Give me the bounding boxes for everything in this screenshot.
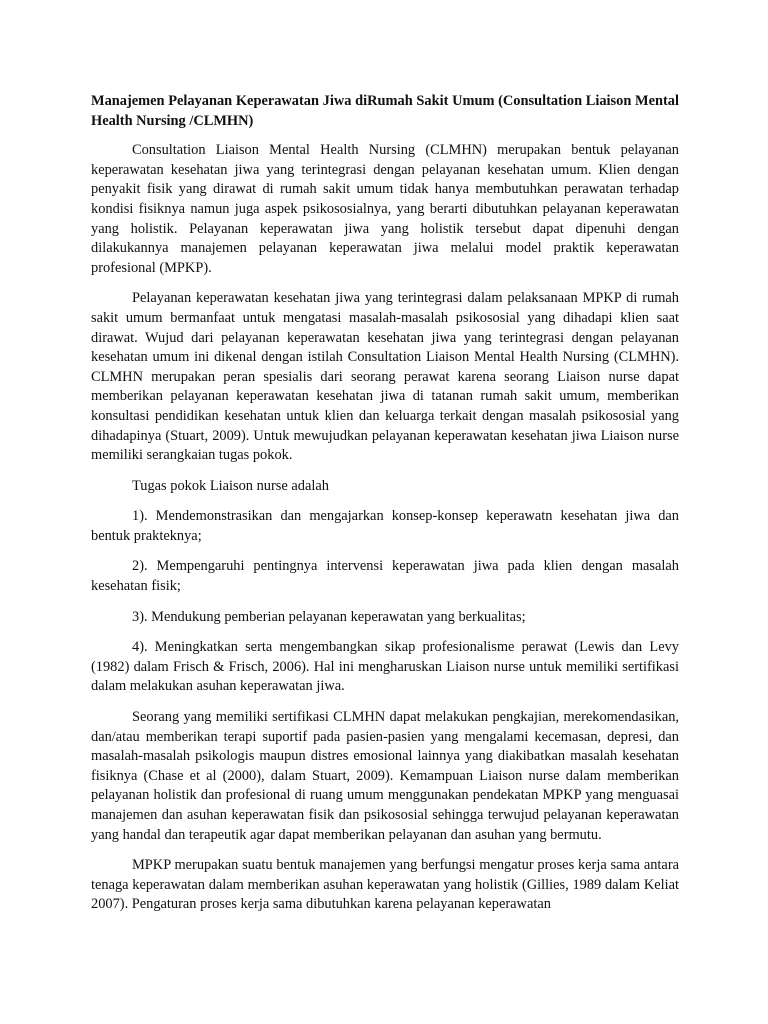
duty-item-1: 1). Mendemonstrasikan dan mengajarkan konsep-konsep keperawatn kesehatan jiwa dan bentuk prakteknya; [91, 508, 679, 544]
paragraph-certification: Seorang yang memiliki sertifikasi CLMHN dapat melakukan pengkajian, merekomendasikan, dan/atau memberikan terapi suportif pada pasien-pasien yang mengalami kecemasan, depresi, dan masalah-masalah psikologis maupun distres emosional lainnya yang diakibatkan masalah kesehatan fisiknya (Chase et al (2000), dalam Stuart, 2009). Kemampuan Liaison nurse dalam memberikan pelayanan holistik dan profesional di ruang umum menggunakan pendekatan MPKP yang menguasai manajemen dan asuhan keperawatan fisik dan psikososial sehingga terwujud pelayanan keperawatan yang handal dan terapeutik agar dapat memberikan pelayanan dan asuhan yang bermutu. [91, 709, 679, 843]
duty-item-2: 2). Mempengaruhi pentingnya intervensi keperawatan jiwa pada klien dengan masalah kesehatan fisik; [91, 558, 679, 595]
duty-item-4: 4). Meningkatkan serta mengembangkan sikap profesionalisme perawat (Lewis dan Levy (1982) dalam Frisch & Frisch, 2006). Hal ini mengharuskan Liaison nurse untuk memiliki sertifikasi dalam melakukan asuhan keperawatan jiwa. [91, 639, 679, 695]
paragraph-main-duties-intro: Tugas pokok Liaison nurse adalah [132, 477, 329, 494]
paragraph-clmhn-definition: Consultation Liaison Mental Health Nursing (CLMHN) merupakan bentuk pelayanan keperawatan kesehatan jiwa yang terintegrasi dengan pelayanan kesehatan umum. Klien dengan penyakit fisik yang dirawat di rumah sakit umum tidak hanya membutuhkan perawatan terhadap kondisi fisiknya namun juga aspek psikososialnya, yang berarti dibutuhkan pelayanan keperawatan yang holistik. Pelayanan keperawatan jiwa yang holistik tersebut dapat dipenuhi dengan dilakukannya manajemen pelayanan keperawatan jiwa melalui model praktik keperawatan profesional (MPKP). [91, 142, 679, 276]
duty-item-3: 3). Mendukung pemberian pelayanan keperawatan yang berkualitas; [132, 608, 526, 625]
paragraph-integrated-service: Pelayanan keperawatan kesehatan jiwa yang terintegrasi dalam pelaksanaan MPKP di rumah sakit umum bermanfaat untuk mengatasi masalah-masalah psikososial yang dihadapi klien saat dirawat. Wujud dari pelayanan keperawatan kesehatan jiwa yang terintegrasi dengan pelayanan kesehatan umum ini dikenal dengan istilah Consultation Liaison Mental Health Nursing (CLMHN). CLMHN merupakan peran spesialis dari seorang perawat karena seorang Liaison nurse dapat memberikan pelayanan keperawatan kesehatan jiwa di tatanan rumah sakit umum, memberikan konsultasi pendidikan kesehatan untuk klien dan keluarga terkait dengan masalah psikososial yang dihadapinya (Stuart, 2009). Untuk mewujudkan pelayanan keperawatan kesehatan jiwa Liaison nurse memiliki serangkaian tugas pokok. [91, 290, 679, 464]
paragraph-mpkp: MPKP merupakan suatu bentuk manajemen yang berfungsi mengatur proses kerja sama antara tenaga keperawatan dalam memberikan asuhan keperawatan yang holistik (Gillies, 1989 dalam Keliat 2007). Pengaturan proses kerja sama dibutuhkan karena pelayanan keperawatan [91, 857, 679, 913]
document-page [91, 92, 679, 926]
document-title: Manajemen Pelayanan Keperawatan Jiwa diRumah Sakit Umum (Consultation Liaison Mental Health Nursing /CLMHN) [91, 93, 679, 129]
